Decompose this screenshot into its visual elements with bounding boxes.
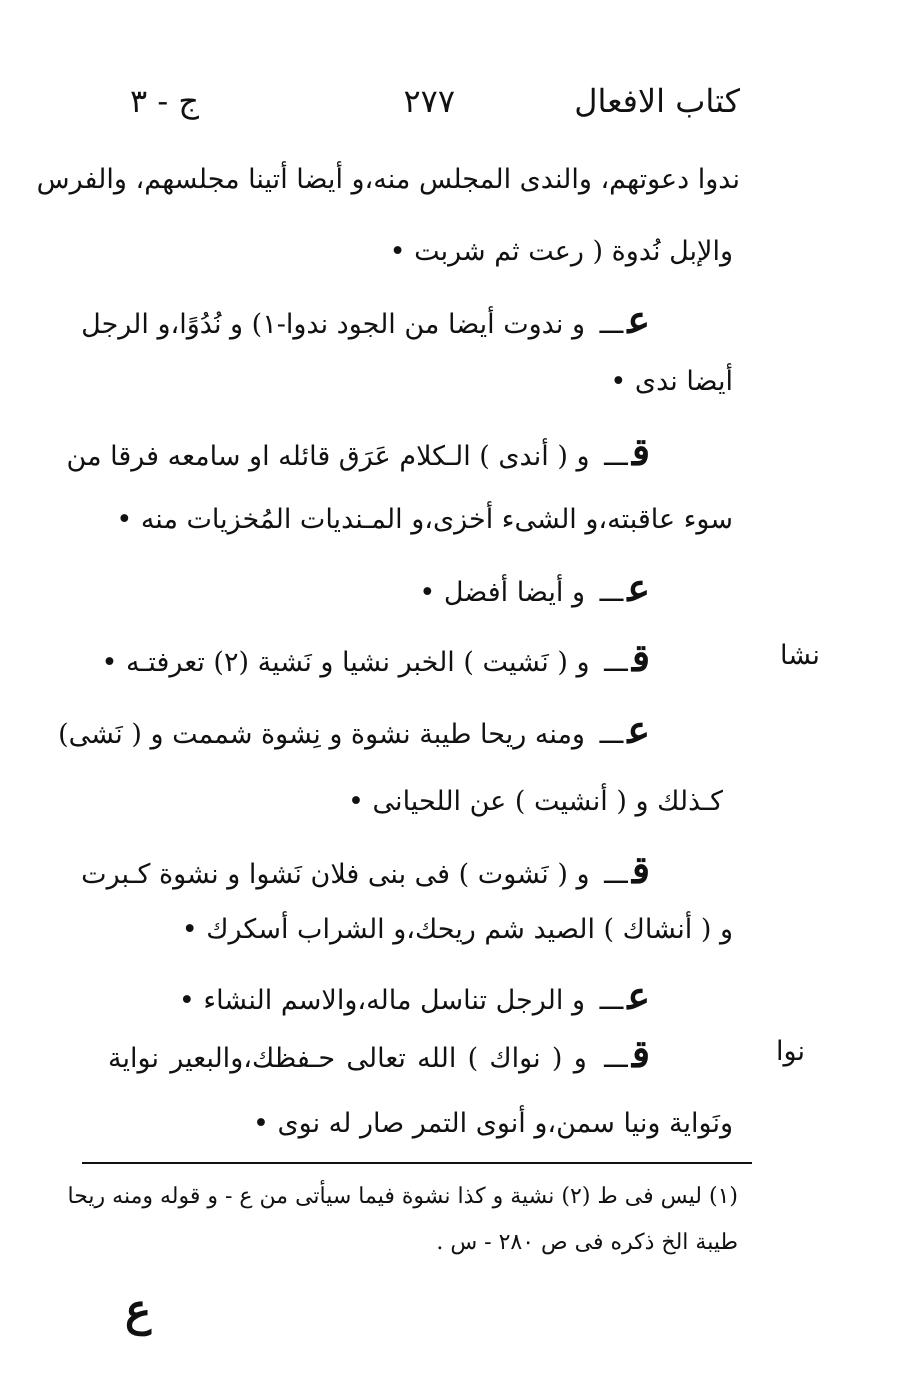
text-line: كـذلك و ( أنشيت ) عن اللحيانى • — [348, 786, 723, 817]
text-line: سوء عاقبته،و الشىء أخزى،و المـنديات المُخزيات منه • — [116, 504, 733, 535]
entry-line: عـــ و ندوت أيضا من الجود ندوا-١) و نُدُوًا،و الرجل — [81, 297, 650, 342]
entry-line: قـــ و ( نَشيت ) الخبر نشيا و نَشية (٢) تعرفتـه • — [101, 635, 650, 680]
footnote-line: (١) ليس فى ط (٢) نشية و كذا نشوة فيما سيأتى من ع - و قوله ومنه ريحا — [67, 1184, 738, 1209]
text-line: أيضا ندى • — [610, 366, 733, 397]
margin-root-word: نشا — [780, 640, 820, 671]
siglum-ain: ع — [627, 973, 650, 1018]
text-line: ونَواية ونيا سمن،و أنوى التمر صار له نوى • — [252, 1108, 733, 1139]
entry-line: عـــ و الرجل تناسل ماله،والاسم النشاء • — [178, 973, 650, 1018]
page-header — [100, 82, 740, 132]
siglum-qaf: ق — [631, 635, 650, 680]
margin-root-word: نوا — [776, 1036, 805, 1067]
text-line: ندوا دعوتهم، والندى المجلس منه،و أيضا أتينا مجلسهم، والفرس — [36, 164, 740, 195]
siglum-qaf: ق — [631, 847, 650, 892]
siglum-qaf: ق — [631, 429, 650, 474]
footnote-divider — [82, 1162, 752, 1164]
entry-line: قـــ و ( نَشوت ) فى بنى فلان نَشوا و نشوة كـبرت — [81, 847, 650, 892]
entry-line: قـــ و ( أندى ) الـكلام عَرَق قائله او سامعه فرقا من — [66, 429, 650, 474]
volume-label: ج - ٣ — [130, 82, 199, 120]
footnote-line: طيبة الخ ذكره فى ص ٢٨٠ - س . — [436, 1230, 738, 1255]
entry-line: قـــ و ( نواك ) الله تعالى حـفظك،والبعير نواية — [108, 1031, 650, 1076]
siglum-ain: ع — [627, 297, 650, 342]
siglum-ain: ع — [627, 707, 650, 752]
book-title: كتاب الافعال — [574, 82, 740, 120]
signature-mark: ع — [125, 1285, 152, 1336]
entry-line: عـــ و أيضا أفضل • — [419, 565, 650, 610]
siglum-ain: ع — [627, 565, 650, 610]
page-number: ٢٧٧ — [403, 82, 455, 120]
siglum-qaf: ق — [631, 1031, 650, 1076]
text-line: والإبل نُدوة ( رعت ثم شربت • — [389, 236, 733, 267]
text-line: و ( أنشاك ) الصيد شم ريحك،و الشراب أسكرك • — [181, 914, 733, 945]
entry-line: عـــ ومنه ريحا طيبة نشوة و نِشوة شممت و ( نَشى) — [58, 707, 650, 752]
